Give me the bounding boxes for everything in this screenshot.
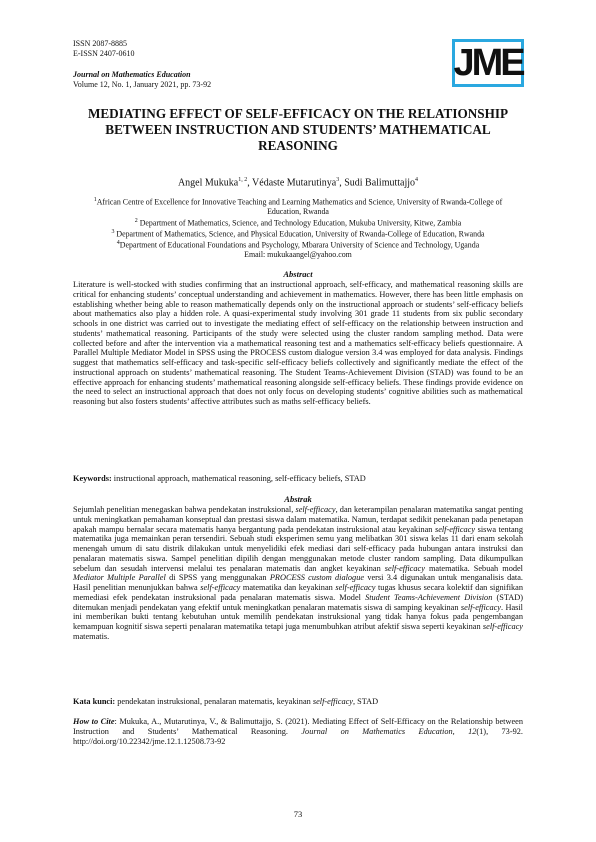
keywords (73, 474, 523, 484)
abstrak-span: siswa tentang matematika juga memainkan peran tersendiri. Sebuah studi eksperimen semu yang melibatkan 301 siswa kelas 11 dari enam sekolah menengah umum di satu distrik dilakukan untuk menyelidiki efek mediasi dari self-efficacy pada hubungan antara instruksi dan penalaran matematis siswa. Sampel penelitian dipilih dengan menggunakan metode cluster random sampling. Data dikumpulkan sebelum dan sesudah intervensi melalui tes penalaran matematis dan angket keyakinan (73, 524, 523, 573)
journal-logo (452, 39, 524, 87)
cite-text: : Mukuka, A., Mutarutinya, V., & Balimuttajjo, S. (2021). Mediating Effect of Self-Efficacy on the Relationship between Instruction and Students’ Mathematical Reasoning. (73, 717, 523, 736)
abstrak-italic: self-efficacy (460, 602, 501, 612)
affiliation (80, 228, 516, 239)
kata-kunci-text: , STAD (352, 697, 379, 706)
author-name: , Sudi Balimuttajjo (339, 177, 416, 189)
title-line: MEDIATING EFFECT OF SELF-EFFICACY ON THE RELATIONSHIP (87, 106, 509, 121)
abstrak-italic: PROCESS custom dialogue (269, 573, 365, 583)
logo-text: JME (453, 42, 523, 84)
cite-journal: Journal on Mathematics Education, 12 (301, 727, 477, 736)
author-list (60, 177, 536, 188)
abstrak-span: . Hasil ini memberikan bukti tentang kebutuhan untuk memilih pendekatan instruksional yang tidak hanya fokus pada pengembangan kemampuan kognitif siswa seperti penalaran matematika tetapi juga menumbuhkan atribut afektif siswa seperti keyakinan (73, 602, 523, 631)
author-sup: 3 (336, 177, 340, 183)
affiliations (80, 196, 516, 260)
affiliation-text: Department of Mathematics, Science, and Physical Education, University of Rwanda-College of Education, Rwanda (114, 229, 485, 239)
keywords-text: instructional approach, mathematical reasoning, self-efficacy beliefs, STAD (111, 474, 366, 483)
abstrak-text (73, 505, 523, 642)
affiliation-text: African Centre of Excellence for Innovative Teaching and Learning Mathematics and Science, University of Rwanda-College of Education, Rwanda (96, 197, 503, 217)
affiliation (80, 239, 516, 250)
author-sup: 4 (415, 177, 419, 183)
affiliation (80, 196, 516, 217)
abstract-text: Literature is well-stocked with studies confirming that an instructional approach, self-efficacy, and mathematical reasoning skills are critical for enhancing students’ conceptual understanding and achievement in mathematics. However, there has been little emphasis on establishing whether being able to reason mathematically depends only on the instructional approach or students’ self-efficacy beliefs about mathematics also play a hidden role. A quasi-experimental study involving 301 grade 11 students from six public secondary schools in one district was carried out to investigate the mediating effect of self-efficacy on the relationship between instruction and students’ mathematical reasoning. Participants of the study were selected using the cluster random sampling method. Data were collected before and after the intervention via a mathematical reasoning test and a mathematics self-efficacy beliefs questionnaire. A Parallel Multiple Mediator Model in SPSS using the PROCESS custom dialogue version 3.4 was employed for data analysis. Findings suggest that mathematics self-efficacy and task-specific self-efficacy beliefs collectively and significantly mediate the effect of the instructional approach on students’ mathematical reasoning. The Student Teams-Achievement Division (STAD) was found to be an effective approach for enhancing students’ mathematical reasoning alongside self-efficacy beliefs. These findings provide evidence on the need to select an instructional approach that does not only focus on developing students’ cognitive abilities such as mathematical reasoning but also fosters students’ affective attributes such as maths self-efficacy beliefs. (73, 280, 523, 406)
abstrak-italic: self-efficacy (482, 622, 523, 631)
abstrak-span: versi 3.4 digunakan untuk menganalisis data. Hasil penelitian menunjukkan bahwa (73, 573, 523, 592)
kata-kunci (73, 697, 523, 707)
affiliation-text: Department of Mathematics, Science, and Technology Education, Mukuba University, Kitwe, Zambia (137, 218, 462, 228)
title-line: REASONING (258, 138, 338, 153)
cite-text: (1), 73-92. http://doi.org/10.22342/jme.12.1.12508.73-92 (73, 727, 523, 746)
abstrak-span: (STAD) ditemukan menjadi pendekatan yang efektif untuk meningkatkan penalaran matematis siswa di samping keyakinan (73, 592, 523, 612)
issn: ISSN 2087-8885 (73, 39, 128, 48)
eissn: E-ISSN 2407-0610 (73, 49, 135, 58)
paper-title (60, 106, 536, 154)
title-line: BETWEEN INSTRUCTION AND STUDENTS’ MATHEMATICAL (105, 122, 491, 137)
affiliation-text: Department of Educational Foundations and Psychology, Mbarara University of Science and Technology, Uganda (119, 240, 480, 250)
kata-kunci-italic: self-efficacy (312, 697, 353, 706)
affiliation-sup: 3 (111, 229, 115, 236)
abstrak-span: Sejumlah penelitian menegaskan bahwa pendekatan instruksional, (73, 505, 296, 514)
volume-info: Volume 12, No. 1, January 2021, pp. 73-92 (73, 80, 212, 89)
abstrak-italic: self-efficacy (295, 505, 336, 514)
cite-label: How to Cite (73, 717, 115, 726)
abstrak-span: matematis. (73, 631, 110, 641)
affiliation (80, 217, 516, 228)
abstrak-span: tugas khusus secara kolektif dan signifikan memediasi efek pendekatan instruksional pada penalaran matematis siswa. Model (73, 583, 524, 602)
author-sup: 1, 2 (238, 177, 248, 183)
abstrak-italic: Mediator Multiple Parallel (73, 573, 166, 583)
author-name: Angel Mukuka (177, 177, 239, 189)
kata-kunci-text: pendekatan instruksional, penalaran matematis, keyakinan (115, 697, 313, 706)
how-to-cite (73, 717, 523, 747)
abstrak-heading: Abstrak (284, 494, 312, 504)
abstrak-italic: Student Teams-Achievement Division (365, 592, 493, 602)
page-number: 73 (293, 809, 303, 819)
abstrak-italic: self-efficacy (335, 583, 376, 592)
kata-kunci-label: Kata kunci: (73, 697, 116, 706)
affiliation-sup: 4 (116, 240, 120, 247)
abstrak-italic: self-efficacy (384, 563, 425, 573)
journal-name: Journal on Mathematics Education (73, 70, 191, 79)
abstrak-span: , dan keterampilan penalaran matematika sangat penting untuk meningkatkan pemahaman konseptual dan prestasi siswa dalam matematika. Namun, terdapat sedikit penekanan pada penetapan apakah mampu bernalar secara matematis hanya bergantung pada pendekatan instruksional atau keyakinan (73, 505, 523, 534)
affiliation-sup: 1 (93, 197, 97, 203)
abstrak-span: di SPSS yang menggunakan (165, 573, 270, 583)
affiliation-sup: 2 (134, 217, 138, 224)
abstrak-span: matematika dan keyakinan (240, 583, 336, 592)
keywords-label: Keywords: (73, 474, 112, 483)
abstrak-span: matematika. Sebuah model (424, 563, 523, 573)
email: Email: mukukaangel@yahoo.com (244, 250, 352, 260)
abstrak-italic: self-efficacy (434, 524, 476, 534)
author-name: , Védaste Mutarutinya (247, 177, 337, 189)
abstrak-italic: self-efficacy (200, 583, 241, 592)
abstract-heading: Abstract (283, 269, 313, 279)
